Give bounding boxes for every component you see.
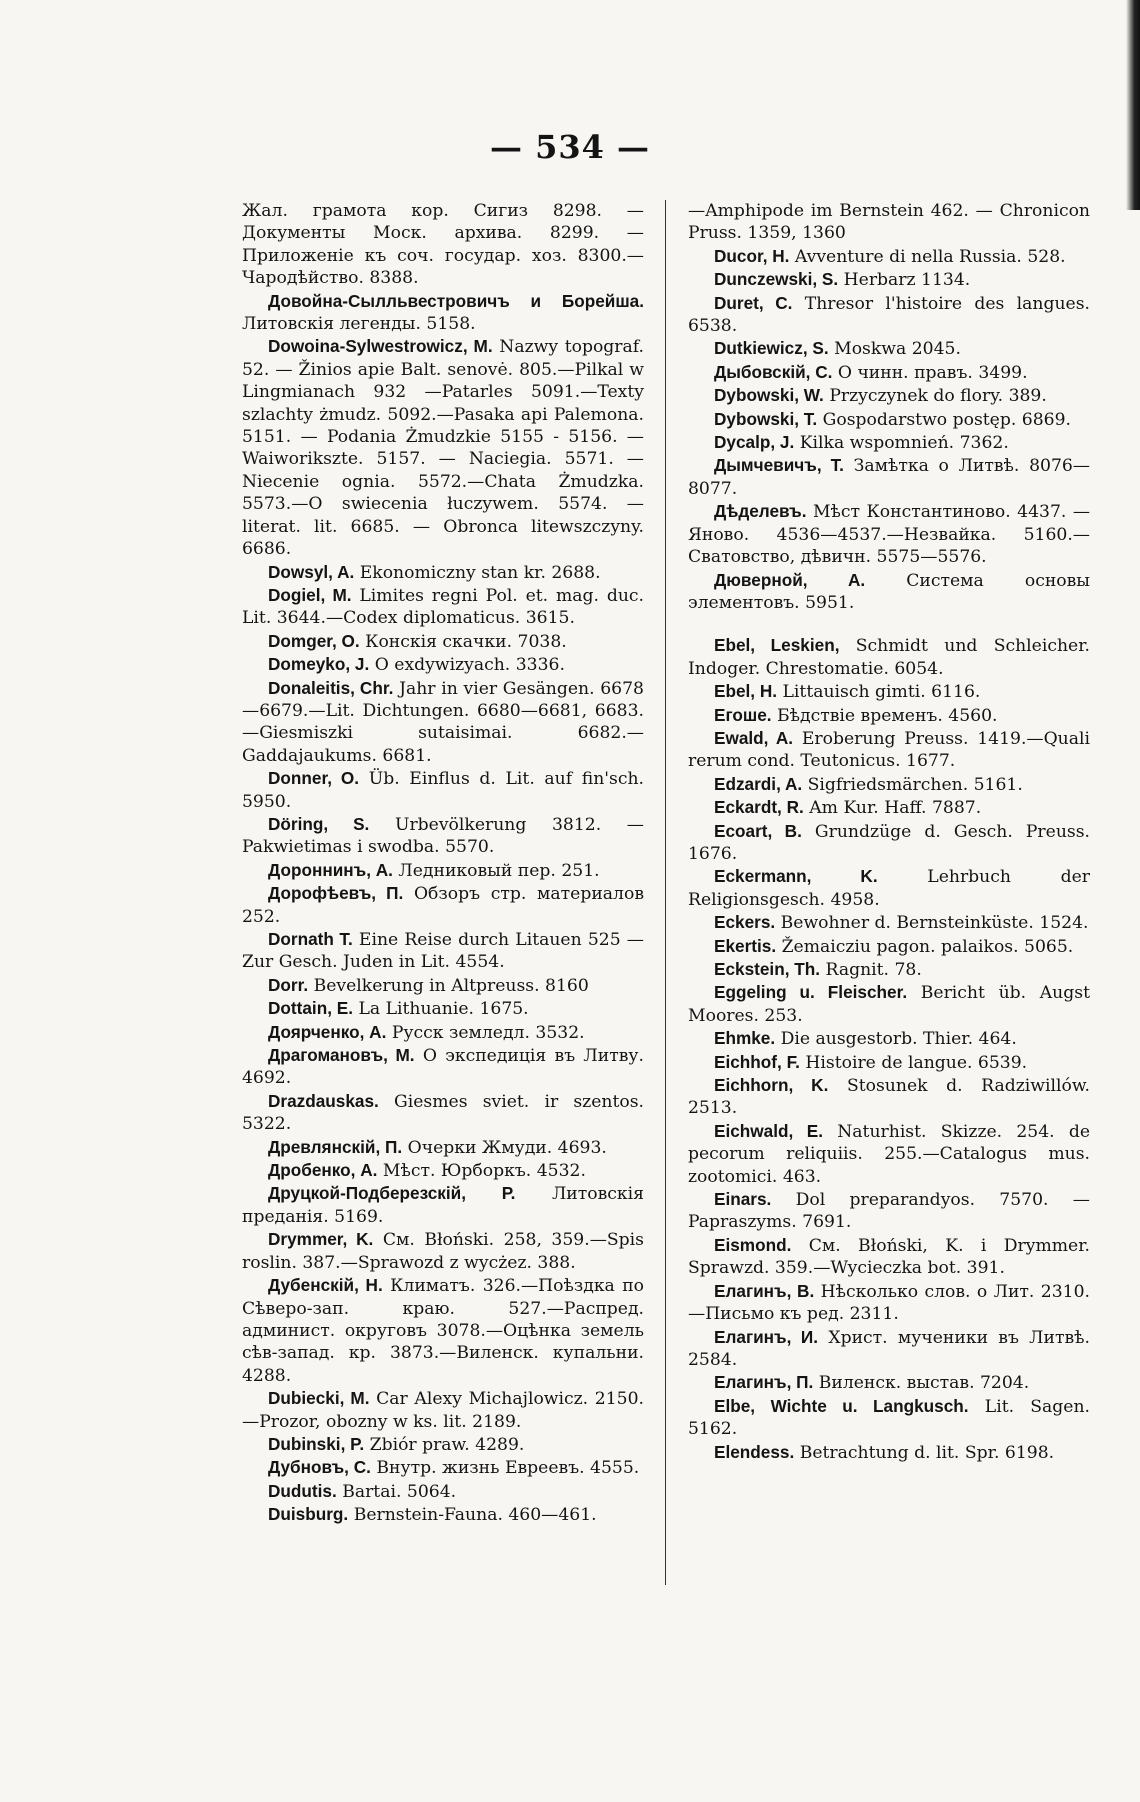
entry-text: Jahr in vier Gesängen. 6678—6679.—Lit. Dichtungen. 6680—6681, 6683.—Giesmiszki sutaisimai. 6682.—Gaddajaukums. 6681.	[242, 678, 644, 766]
entry-text: Бѣдствіе временъ. 4560.	[777, 705, 998, 726]
entry-author: Domeyko, J.	[268, 654, 370, 675]
index-entry	[242, 1274, 644, 1387]
index-entry	[688, 292, 1090, 338]
entry-author: Eichhof, F.	[714, 1051, 800, 1072]
index-entry	[242, 882, 644, 928]
entry-author: Ecoart, B.	[714, 820, 802, 841]
entry-author: Eismond.	[714, 1234, 792, 1255]
entry-author: Ebel, H.	[714, 681, 778, 702]
entry-text: Литовскія легенды. 5158.	[242, 314, 476, 335]
entry-author: Dudutis.	[268, 1480, 337, 1501]
entry-text: Внутр. жизнь Евреевъ. 4555.	[376, 1458, 640, 1479]
entry-author: Dottain, E.	[268, 998, 353, 1019]
entry-text: Car Alexy Michajlowicz. 2150.—Prozor, obozny w ks. lit. 2189.	[242, 1389, 645, 1432]
entry-text: Ragnit. 78.	[825, 960, 922, 980]
index-entry	[688, 958, 1090, 981]
index-entry	[688, 796, 1090, 819]
index-entry	[688, 773, 1090, 796]
entry-text: Urbevölkerung 3812. — Pakwietimas i swodba. 5570.	[242, 814, 644, 858]
entry-text: Очерки Жмуди. 4693.	[407, 1137, 607, 1158]
index-entry	[688, 337, 1090, 360]
entry-text: Мѣст Константиново. 4437. —Яново. 4536—4537.—Незвайка. 5160.—Сватовство, дѣвичн. 5575—5576.	[688, 502, 1091, 568]
index-entry	[242, 200, 644, 290]
entry-author: Ekertis.	[714, 935, 777, 956]
entry-author: Дѣделевъ.	[714, 501, 807, 522]
entry-text: Naturhist. Skizze. 254. de pecorum reliquiis. 255.—Catalogus mus. zootomici. 463.	[688, 1121, 1090, 1187]
entry-author: Dunczewski, S.	[714, 269, 839, 290]
index-entry	[688, 1120, 1090, 1188]
index-entry	[688, 911, 1090, 934]
entry-author: Dornath T.	[268, 929, 353, 949]
entry-author: Древлянскій, П.	[268, 1136, 403, 1157]
index-entry	[688, 408, 1090, 431]
entry-author: Dubinski, P.	[268, 1433, 365, 1454]
entry-author: Ebel, Leskien,	[714, 635, 840, 656]
entry-text: Moskwa 2045.	[834, 339, 961, 360]
entry-text: Grundzüge d. Gesch. Preuss. 1676.	[688, 821, 1090, 864]
index-entry	[688, 1234, 1090, 1280]
entry-text: См. Błoński. 258, 359.—Spis roslin. 387.—Sprawozd z wycżez. 388.	[242, 1230, 644, 1273]
entry-author: Einars.	[714, 1189, 772, 1210]
entry-text: Üb. Einflus d. Lit. auf fin'sch. 5950.	[242, 769, 644, 812]
entry-text: Die ausgestorb. Thier. 464.	[780, 1029, 1017, 1050]
entry-text: Замѣтка о Литвѣ. 8076—8077.	[688, 456, 1090, 499]
entry-author: Елагинъ, П.	[714, 1372, 814, 1393]
index-entry	[242, 335, 644, 560]
entry-author: Ducor, H.	[714, 245, 790, 266]
entry-text: Bevelkerung in Altpreuss. 8160	[313, 975, 589, 996]
index-entry	[688, 361, 1090, 384]
entry-author: Donaleitis, Chr.	[268, 677, 394, 698]
entry-author: Dubiecki, M.	[268, 1388, 370, 1409]
index-entry	[688, 1280, 1090, 1326]
entry-text: Ekonomiczny stan kr. 2688.	[359, 562, 601, 583]
entry-author: Елагинъ, В.	[714, 1280, 815, 1301]
entry-text: Kilka wspomnień. 7362.	[799, 433, 1009, 454]
entry-author: Elendess.	[714, 1441, 795, 1462]
index-entry	[242, 813, 644, 859]
index-entry	[242, 1503, 644, 1526]
index-entry	[242, 630, 644, 653]
entry-text: Thresor l'histoire des langues. 6538.	[688, 293, 1091, 337]
index-entry	[688, 1027, 1090, 1050]
entry-text: Bernstein-Fauna. 460—461.	[353, 1505, 597, 1526]
entry-text: Stosunek d. Radziwillów. 2513.	[688, 1076, 1090, 1119]
entry-author: Дубенскій, Н.	[268, 1275, 383, 1296]
entry-author: Döring, S.	[268, 813, 370, 834]
entry-text: Lehrbuch der Religionsgesch. 4958.	[688, 867, 1090, 910]
entry-text: Am Kur. Haff. 7887.	[809, 798, 982, 819]
index-entry	[242, 1228, 644, 1274]
entry-text: Жал. грамота кор. Сигиз 8298. — Документы Моск. архива. 8299. — Приложеніе къ соч. государ. хоз. 8300.—Чародѣйство. 8388.	[242, 201, 644, 289]
entry-author: Dorr.	[268, 974, 309, 995]
entry-author: Duisburg.	[268, 1504, 349, 1525]
entry-author: Доярченко, А.	[268, 1021, 387, 1042]
index-entry	[242, 767, 644, 813]
left-column	[242, 200, 644, 1527]
entry-author: Dybowski, T.	[714, 408, 818, 429]
index-entry	[242, 1159, 644, 1182]
entry-author: Eichwald, E.	[714, 1120, 824, 1141]
entry-text: Ледниковый пер. 251.	[398, 860, 600, 881]
entry-author: Драгомановъ, М.	[268, 1045, 415, 1066]
entry-text: Littauisch gimti. 6116.	[782, 682, 981, 703]
entry-text: Система основы элементовъ. 5951.	[688, 570, 1090, 613]
index-entry	[242, 1387, 644, 1433]
index-entry	[242, 1136, 644, 1159]
entry-author: Dybowski, W.	[714, 385, 824, 406]
index-entry	[242, 1480, 644, 1503]
index-entry	[242, 653, 644, 676]
entry-text: La Lithuanie. 1675.	[358, 999, 529, 1020]
index-entry	[688, 1371, 1090, 1394]
entry-text: Eroberung Preuss. 1419.—Quali rerum cond. Teutonicus. 1677.	[688, 728, 1090, 772]
entry-text: Lit. Sagen. 5162.	[688, 1396, 1090, 1440]
index-entry	[688, 1326, 1090, 1372]
entry-text: Betrachtung d. lit. Spr. 6198.	[799, 1442, 1055, 1463]
entry-text: Виленск. выстав. 7204.	[818, 1373, 1030, 1394]
entry-text: Eine Reise durch Litauen 525 —Zur Gesch. Juden in Lit. 4554.	[242, 930, 644, 973]
entry-text: Литовскія преданія. 5169.	[242, 1184, 645, 1227]
index-entry	[688, 569, 1090, 615]
entry-text: Žemaicziu pagon. palaikos. 5065.	[781, 936, 1074, 957]
entry-text: Gospodarstwo postęp. 6869.	[822, 409, 1071, 430]
entry-author: Дубновъ, С.	[268, 1457, 371, 1478]
entry-author: Елагинъ, И.	[714, 1326, 819, 1347]
entry-author: Dogiel, M.	[268, 584, 352, 605]
index-entry	[242, 997, 644, 1020]
index-entry	[688, 268, 1090, 291]
index-entry	[688, 431, 1090, 454]
entry-text: Конскія скачки. 7038.	[365, 631, 567, 652]
entry-text: Bewohner d. Bernsteinküste. 1524.	[780, 913, 1089, 934]
index-entry	[242, 859, 644, 882]
index-entry	[688, 1074, 1090, 1120]
index-entry	[242, 1044, 644, 1090]
index-entry	[242, 974, 644, 997]
entry-text: Histoire de langue. 6539.	[805, 1052, 1028, 1073]
index-entry	[242, 677, 644, 768]
entry-text: Giesmes sviet. ir szentos. 5322.	[242, 1091, 644, 1135]
entry-author: Друцкой-Подберезскій, Р.	[268, 1183, 516, 1204]
index-entry	[688, 1441, 1090, 1464]
index-entry	[242, 561, 644, 584]
entry-author: Domger, O.	[268, 630, 360, 651]
index-entry	[688, 981, 1090, 1027]
entry-author: Дымчевичъ, Т.	[714, 455, 844, 476]
entry-text: Обзоръ стр. материалов 252.	[242, 884, 644, 927]
index-entry	[688, 200, 1090, 245]
entry-author: Eckstein, Th.	[714, 959, 821, 979]
index-entry	[688, 680, 1090, 703]
entry-author: Dycalp, J.	[714, 432, 795, 453]
index-entry	[688, 727, 1090, 773]
entry-text: Христ. мученики въ Литвѣ. 2584.	[688, 1327, 1090, 1370]
index-entry	[688, 1188, 1090, 1234]
entry-text: Nazwy topograf. 52. — Žinios apie Balt. senovė. 805.—Pilkal w Lingmianach 932 —Patarles 5091.—Texty szlachty żmudz. 5092.—Pasaka api Palemona. 5151. — Podania Żmudzkie 5155 - 5156. — Waiworikszte. 5157. — Naciegia. 5571. — Niecenie ognia. 5572.—Chata Żmudzka. 5573.—O swiecenia łuczywem. 5574. — literat. lit. 6685. — Obronca litewszczyny. 6686.	[242, 337, 644, 560]
entry-author: Eckers.	[714, 912, 776, 933]
index-entry	[688, 384, 1090, 407]
entry-text: Мѣст. Юрборкъ. 4532.	[382, 1161, 586, 1182]
entry-author: Eichhorn, K.	[714, 1075, 829, 1096]
entry-author: Elbe, Wichte u. Langkusch.	[714, 1395, 969, 1416]
page-number: — 534 —	[489, 128, 651, 166]
right-column	[688, 200, 1090, 1464]
index-entry	[688, 454, 1090, 500]
index-entry	[688, 500, 1090, 568]
entry-text: О экспедиція въ Литву. 4692.	[242, 1046, 644, 1089]
index-entry	[688, 245, 1090, 268]
entry-author: Дробенко, А.	[268, 1160, 378, 1181]
index-entry	[242, 1090, 644, 1136]
entry-text: Sigfriedsmärchen. 5161.	[807, 774, 1023, 795]
entry-author: Drazdauskas.	[268, 1090, 379, 1111]
entry-text: Herbarz 1134.	[843, 270, 971, 291]
index-entry	[688, 820, 1090, 866]
index-entry	[688, 704, 1090, 727]
entry-text: Bartai. 5064.	[342, 1481, 457, 1502]
index-entry	[242, 584, 644, 630]
entry-text: Dol preparandyos. 7570. — Papraszyms. 7691.	[688, 1190, 1090, 1233]
entry-text: Limites regni Pol. et. mag. duc. Lit. 3644.—Codex diplomaticus. 3615.	[242, 585, 644, 629]
entry-author: Егоше.	[714, 704, 772, 725]
entry-text: См. Błoński, K. i Drymmer. Sprawzd. 359.—Wycieczka bot. 391.	[688, 1235, 1090, 1279]
entry-author: Ehmke.	[714, 1028, 776, 1049]
column-divider	[665, 200, 666, 1585]
entry-text: Avventure di nella Russia. 528.	[794, 246, 1066, 267]
index-entry	[688, 935, 1090, 958]
entry-author: Дыбовскій, С.	[714, 361, 833, 382]
entry-author: Dowsyl, A.	[268, 561, 355, 582]
index-entry	[688, 1051, 1090, 1074]
entry-text: Schmidt und Schleicher. Indoger. Chrestomatie. 6054.	[688, 636, 1090, 679]
entry-text: Przyczynek do flory. 389.	[829, 386, 1047, 407]
entry-author: Дюверной, А.	[714, 569, 866, 590]
entry-text: Русск земледл. 3532.	[391, 1022, 585, 1043]
index-entry	[688, 1395, 1090, 1441]
entry-author: Eckermann, K.	[714, 866, 878, 887]
entry-text: Климатъ. 326.—Поѣздка по Сѣверо-зап. краю. 527.—Распред. админист. округовъ 3078.—Оцѣнка земель сѣв-запад. кр. 3873.—Виленск. купальни. 4288.	[242, 1276, 644, 1386]
index-entry	[688, 865, 1090, 911]
entry-author: Dutkiewicz, S.	[714, 338, 829, 359]
entry-text: Нѣсколько слов. о Лит. 2310.—Письмо къ ред. 2311.	[688, 1281, 1090, 1325]
entry-author: Donner, O.	[268, 768, 360, 789]
entry-text: O exdywizyach. 3336.	[374, 655, 565, 676]
entry-text: О чинн. правъ. 3499.	[837, 362, 1028, 383]
index-entry	[242, 1433, 644, 1456]
index-entry	[688, 634, 1090, 680]
entry-author: Duret, C.	[714, 292, 793, 313]
entry-author: Дороннинъ, А.	[268, 859, 393, 880]
entry-author: Дорофѣевъ, П.	[268, 883, 404, 904]
page-edge-shadow	[1126, 0, 1140, 210]
entry-author: Eckardt, R.	[714, 797, 804, 818]
index-entry	[242, 1021, 644, 1044]
entry-author: Eggeling u. Fleischer.	[714, 982, 908, 1003]
index-entry	[242, 928, 644, 974]
entry-author: Довойна-Сылльвестровичъ и Борейша.	[268, 290, 644, 311]
entry-author: Edzardi, A.	[714, 773, 803, 794]
entry-author: Ewald, A.	[714, 727, 794, 748]
entry-author: Dowoina-Sylwestrowicz, M.	[268, 336, 493, 357]
entry-author: Drymmer, K.	[268, 1229, 374, 1250]
entry-text: Bericht üb. Augst Moores. 253.	[688, 983, 1090, 1026]
index-entry	[242, 1456, 644, 1479]
entry-text: —Amphipode im Bernstein 462. — Chronicon Pruss. 1359, 1360	[688, 201, 1090, 244]
index-entry	[242, 1182, 644, 1228]
index-entry	[242, 290, 644, 336]
entry-text: Zbiór praw. 4289.	[369, 1434, 525, 1455]
